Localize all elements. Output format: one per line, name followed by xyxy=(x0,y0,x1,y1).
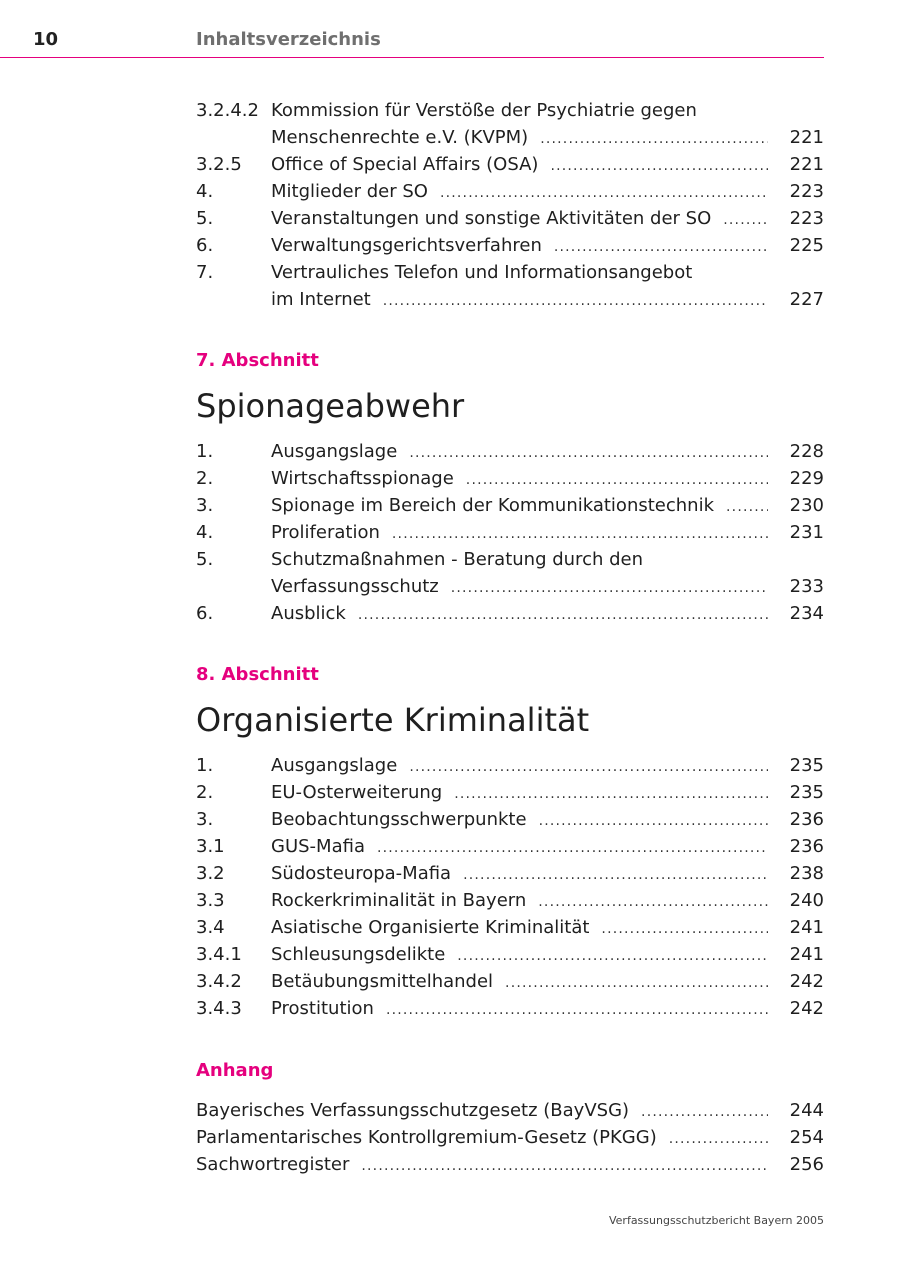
toc-entry-title: Bayerisches Verfassungsschutzgesetz (BayVSG) xyxy=(196,1100,630,1121)
toc-entry-page: 225 xyxy=(789,235,824,256)
toc-entry-page: 235 xyxy=(789,755,824,776)
toc-entry-title: im Internet xyxy=(271,289,371,310)
page-number: 10 xyxy=(33,29,59,50)
toc-entry-page: 241 xyxy=(789,944,824,965)
toc-entry xyxy=(196,806,824,833)
toc-entry-line xyxy=(271,914,824,943)
toc-entry-number: 3.3 xyxy=(196,890,225,911)
toc-entry-number: 1. xyxy=(196,755,214,776)
toc-entry-line xyxy=(271,968,824,997)
toc-entry-number: 3.4.2 xyxy=(196,971,242,992)
leader-dots xyxy=(361,1153,768,1180)
toc-entry-page: 236 xyxy=(789,809,824,830)
toc-entry-title: EU-Osterweiterung xyxy=(271,782,443,803)
toc-entry-page: 240 xyxy=(789,890,824,911)
toc-entry xyxy=(196,941,824,968)
toc-entry-number: 1. xyxy=(196,441,214,462)
leader-dots xyxy=(540,126,768,153)
toc-entry-number: 6. xyxy=(196,603,214,624)
leader-dots xyxy=(409,754,768,781)
toc-entry-page: 230 xyxy=(789,495,824,516)
leader-dots xyxy=(601,916,768,943)
toc-entry-page: 223 xyxy=(789,181,824,202)
toc-entry-number: 3. xyxy=(196,809,214,830)
toc-entry xyxy=(196,151,824,178)
leader-dots xyxy=(383,288,768,315)
toc-entry-title: Prostitution xyxy=(271,998,374,1019)
toc-entry-number: 3.2.5 xyxy=(196,154,242,175)
toc-entry xyxy=(196,752,824,779)
section-7-title: Spionageabwehr xyxy=(196,387,465,425)
footer-text: Verfassungsschutzbericht Bayern 2005 xyxy=(608,1214,824,1227)
toc-entry-title: Verwaltungsgerichtsverfahren xyxy=(271,235,542,256)
toc-entry xyxy=(196,1097,824,1124)
section-8-toc xyxy=(196,752,824,1022)
toc-entry-line xyxy=(271,178,824,207)
leader-dots xyxy=(641,1099,768,1126)
toc-entry-page: 256 xyxy=(789,1154,824,1175)
toc-entry-title: Parlamentarisches Kontrollgremium-Gesetz (PKGG) xyxy=(196,1127,657,1148)
toc-entry-title: Sachwortregister xyxy=(196,1154,350,1175)
toc-entry-number: 4. xyxy=(196,522,214,543)
toc-entry-line xyxy=(271,573,824,602)
toc-entry-title: Beobachtungsschwerpunkte xyxy=(271,809,527,830)
leader-dots xyxy=(554,234,768,261)
section-8-label: 8. Abschnitt xyxy=(196,664,319,685)
leader-dots xyxy=(409,440,768,467)
toc-entry-title-line: Vertrauliches Telefon und Informationsangebot xyxy=(271,262,693,283)
toc-row xyxy=(196,97,824,124)
leader-dots xyxy=(550,153,768,180)
toc-entry-page: 254 xyxy=(789,1127,824,1148)
toc-entry xyxy=(196,438,824,465)
toc-entry-number: 3.4.1 xyxy=(196,944,242,965)
leader-dots xyxy=(726,494,768,521)
toc-entry xyxy=(196,887,824,914)
toc-entry-line xyxy=(271,232,824,261)
leader-dots xyxy=(358,602,768,629)
toc-entry xyxy=(196,124,824,151)
toc-entry-number: 5. xyxy=(196,208,214,229)
toc-entry xyxy=(196,914,824,941)
toc-entry-page: 242 xyxy=(789,998,824,1019)
toc-entry-page: 229 xyxy=(789,468,824,489)
toc-entry xyxy=(196,1124,824,1151)
section-7-toc xyxy=(196,438,824,627)
toc-entry-title: Proliferation xyxy=(271,522,380,543)
toc-entry-line xyxy=(196,1151,824,1180)
toc-entry-title: Spionage im Bereich der Kommunikationstechnik xyxy=(271,495,715,516)
leader-dots xyxy=(457,943,768,970)
toc-entry-title-line: Schutzmaßnahmen - Beratung durch den xyxy=(271,549,643,570)
toc-entry xyxy=(196,995,824,1022)
section-7-label: 7. Abschnitt xyxy=(196,350,319,371)
leader-dots xyxy=(723,207,768,234)
toc-entry xyxy=(196,968,824,995)
toc-entry-number: 5. xyxy=(196,549,214,570)
toc-entry xyxy=(196,519,824,546)
toc-entry-title: Schleusungsdelikte xyxy=(271,944,446,965)
toc-entry-number: 3.2 xyxy=(196,863,225,884)
toc-entry-title: Betäubungsmittelhandel xyxy=(271,971,494,992)
toc-entry-page: 233 xyxy=(789,576,824,597)
toc-continued-list xyxy=(196,97,824,313)
toc-entry-line xyxy=(271,600,824,629)
toc-entry-line xyxy=(271,779,824,808)
toc-entry-page: 227 xyxy=(789,289,824,310)
toc-entry-number: 3.2.4.2 xyxy=(196,100,259,121)
toc-entry-title: Menschenrechte e.V. (KVPM) xyxy=(271,127,529,148)
leader-dots xyxy=(505,970,768,997)
running-title: Inhaltsverzeichnis xyxy=(196,29,381,50)
toc-entry-title: Veranstaltungen und sonstige Aktivitäten der SO xyxy=(271,208,712,229)
toc-entry-title: Verfassungsschutz xyxy=(271,576,439,597)
toc-entry-line xyxy=(271,492,824,521)
toc-entry-page: 236 xyxy=(789,836,824,857)
toc-entry-line xyxy=(271,151,824,180)
toc-entry-line xyxy=(271,124,824,153)
leader-dots xyxy=(466,467,768,494)
leader-dots xyxy=(669,1126,768,1153)
anhang-toc xyxy=(196,1097,824,1178)
toc-entry xyxy=(196,779,824,806)
page-header xyxy=(0,0,900,60)
toc-entry-page: 231 xyxy=(789,522,824,543)
leader-dots xyxy=(454,781,768,808)
toc-entry-line xyxy=(271,752,824,781)
toc-entry-page: 241 xyxy=(789,917,824,938)
anhang-label: Anhang xyxy=(196,1060,274,1081)
toc-entry-number: 3. xyxy=(196,495,214,516)
toc-entry-line xyxy=(271,519,824,548)
leader-dots xyxy=(440,180,768,207)
toc-entry-number: 7. xyxy=(196,262,214,283)
toc-entry-number: 3.4 xyxy=(196,917,225,938)
toc-entry-page: 234 xyxy=(789,603,824,624)
toc-entry-line xyxy=(271,833,824,862)
toc-entry-page: 221 xyxy=(789,154,824,175)
toc-entry xyxy=(196,860,824,887)
toc-entry-line xyxy=(271,205,824,234)
toc-entry-title: Asiatische Organisierte Kriminalität xyxy=(271,917,590,938)
toc-entry-line xyxy=(271,887,824,916)
toc-entry xyxy=(196,232,824,259)
toc-entry-page: 238 xyxy=(789,863,824,884)
toc-entry-title: Südosteuropa-Mafia xyxy=(271,863,452,884)
toc-entry-number: 3.1 xyxy=(196,836,225,857)
toc-entry-title: GUS-Mafia xyxy=(271,836,365,857)
toc-entry-title-line: Kommission für Verstöße der Psychiatrie gegen xyxy=(271,100,697,121)
toc-entry xyxy=(196,1151,824,1178)
toc-row xyxy=(196,546,824,573)
toc-entry-title: Ausblick xyxy=(271,603,346,624)
toc-entry-number: 4. xyxy=(196,181,214,202)
toc-entry-page: 235 xyxy=(789,782,824,803)
toc-entry-page: 242 xyxy=(789,971,824,992)
toc-entry xyxy=(196,178,824,205)
toc-entry-page: 223 xyxy=(789,208,824,229)
toc-entry-line xyxy=(271,465,824,494)
toc-entry-title: Wirtschaftsspionage xyxy=(271,468,454,489)
toc-entry xyxy=(196,465,824,492)
toc-entry xyxy=(196,286,824,313)
toc-entry-number: 3.4.3 xyxy=(196,998,242,1019)
toc-entry-number: 2. xyxy=(196,468,214,489)
toc-entry-line xyxy=(271,995,824,1024)
toc-entry-title: Mitglieder der SO xyxy=(271,181,428,202)
toc-entry-page: 228 xyxy=(789,441,824,462)
toc-entry xyxy=(196,492,824,519)
toc-entry-line xyxy=(196,1124,824,1153)
toc-entry-page: 221 xyxy=(789,127,824,148)
toc-entry-line xyxy=(271,941,824,970)
toc-entry-title: Office of Special Affairs (OSA) xyxy=(271,154,539,175)
leader-dots xyxy=(451,575,768,602)
toc-row xyxy=(196,259,824,286)
toc-entry-title: Ausgangslage xyxy=(271,441,398,462)
toc-entry xyxy=(196,205,824,232)
leader-dots xyxy=(539,808,768,835)
section-8-title: Organisierte Kriminalität xyxy=(196,701,590,739)
toc-entry xyxy=(196,573,824,600)
toc-entry xyxy=(196,833,824,860)
toc-entry-line xyxy=(271,860,824,889)
toc-entry-number: 6. xyxy=(196,235,214,256)
toc-entry-title: Ausgangslage xyxy=(271,755,398,776)
leader-dots xyxy=(377,835,768,862)
toc-entry-line xyxy=(196,1097,824,1126)
toc-entry-line xyxy=(271,806,824,835)
header-rule xyxy=(0,57,824,58)
toc-entry xyxy=(196,600,824,627)
leader-dots xyxy=(463,862,768,889)
toc-entry-title: Rockerkriminalität in Bayern xyxy=(271,890,527,911)
toc-entry-page: 244 xyxy=(789,1100,824,1121)
toc-entry-line xyxy=(271,286,824,315)
toc-entry-number: 2. xyxy=(196,782,214,803)
leader-dots xyxy=(386,997,768,1024)
toc-entry-line xyxy=(271,438,824,467)
leader-dots xyxy=(392,521,768,548)
leader-dots xyxy=(538,889,768,916)
